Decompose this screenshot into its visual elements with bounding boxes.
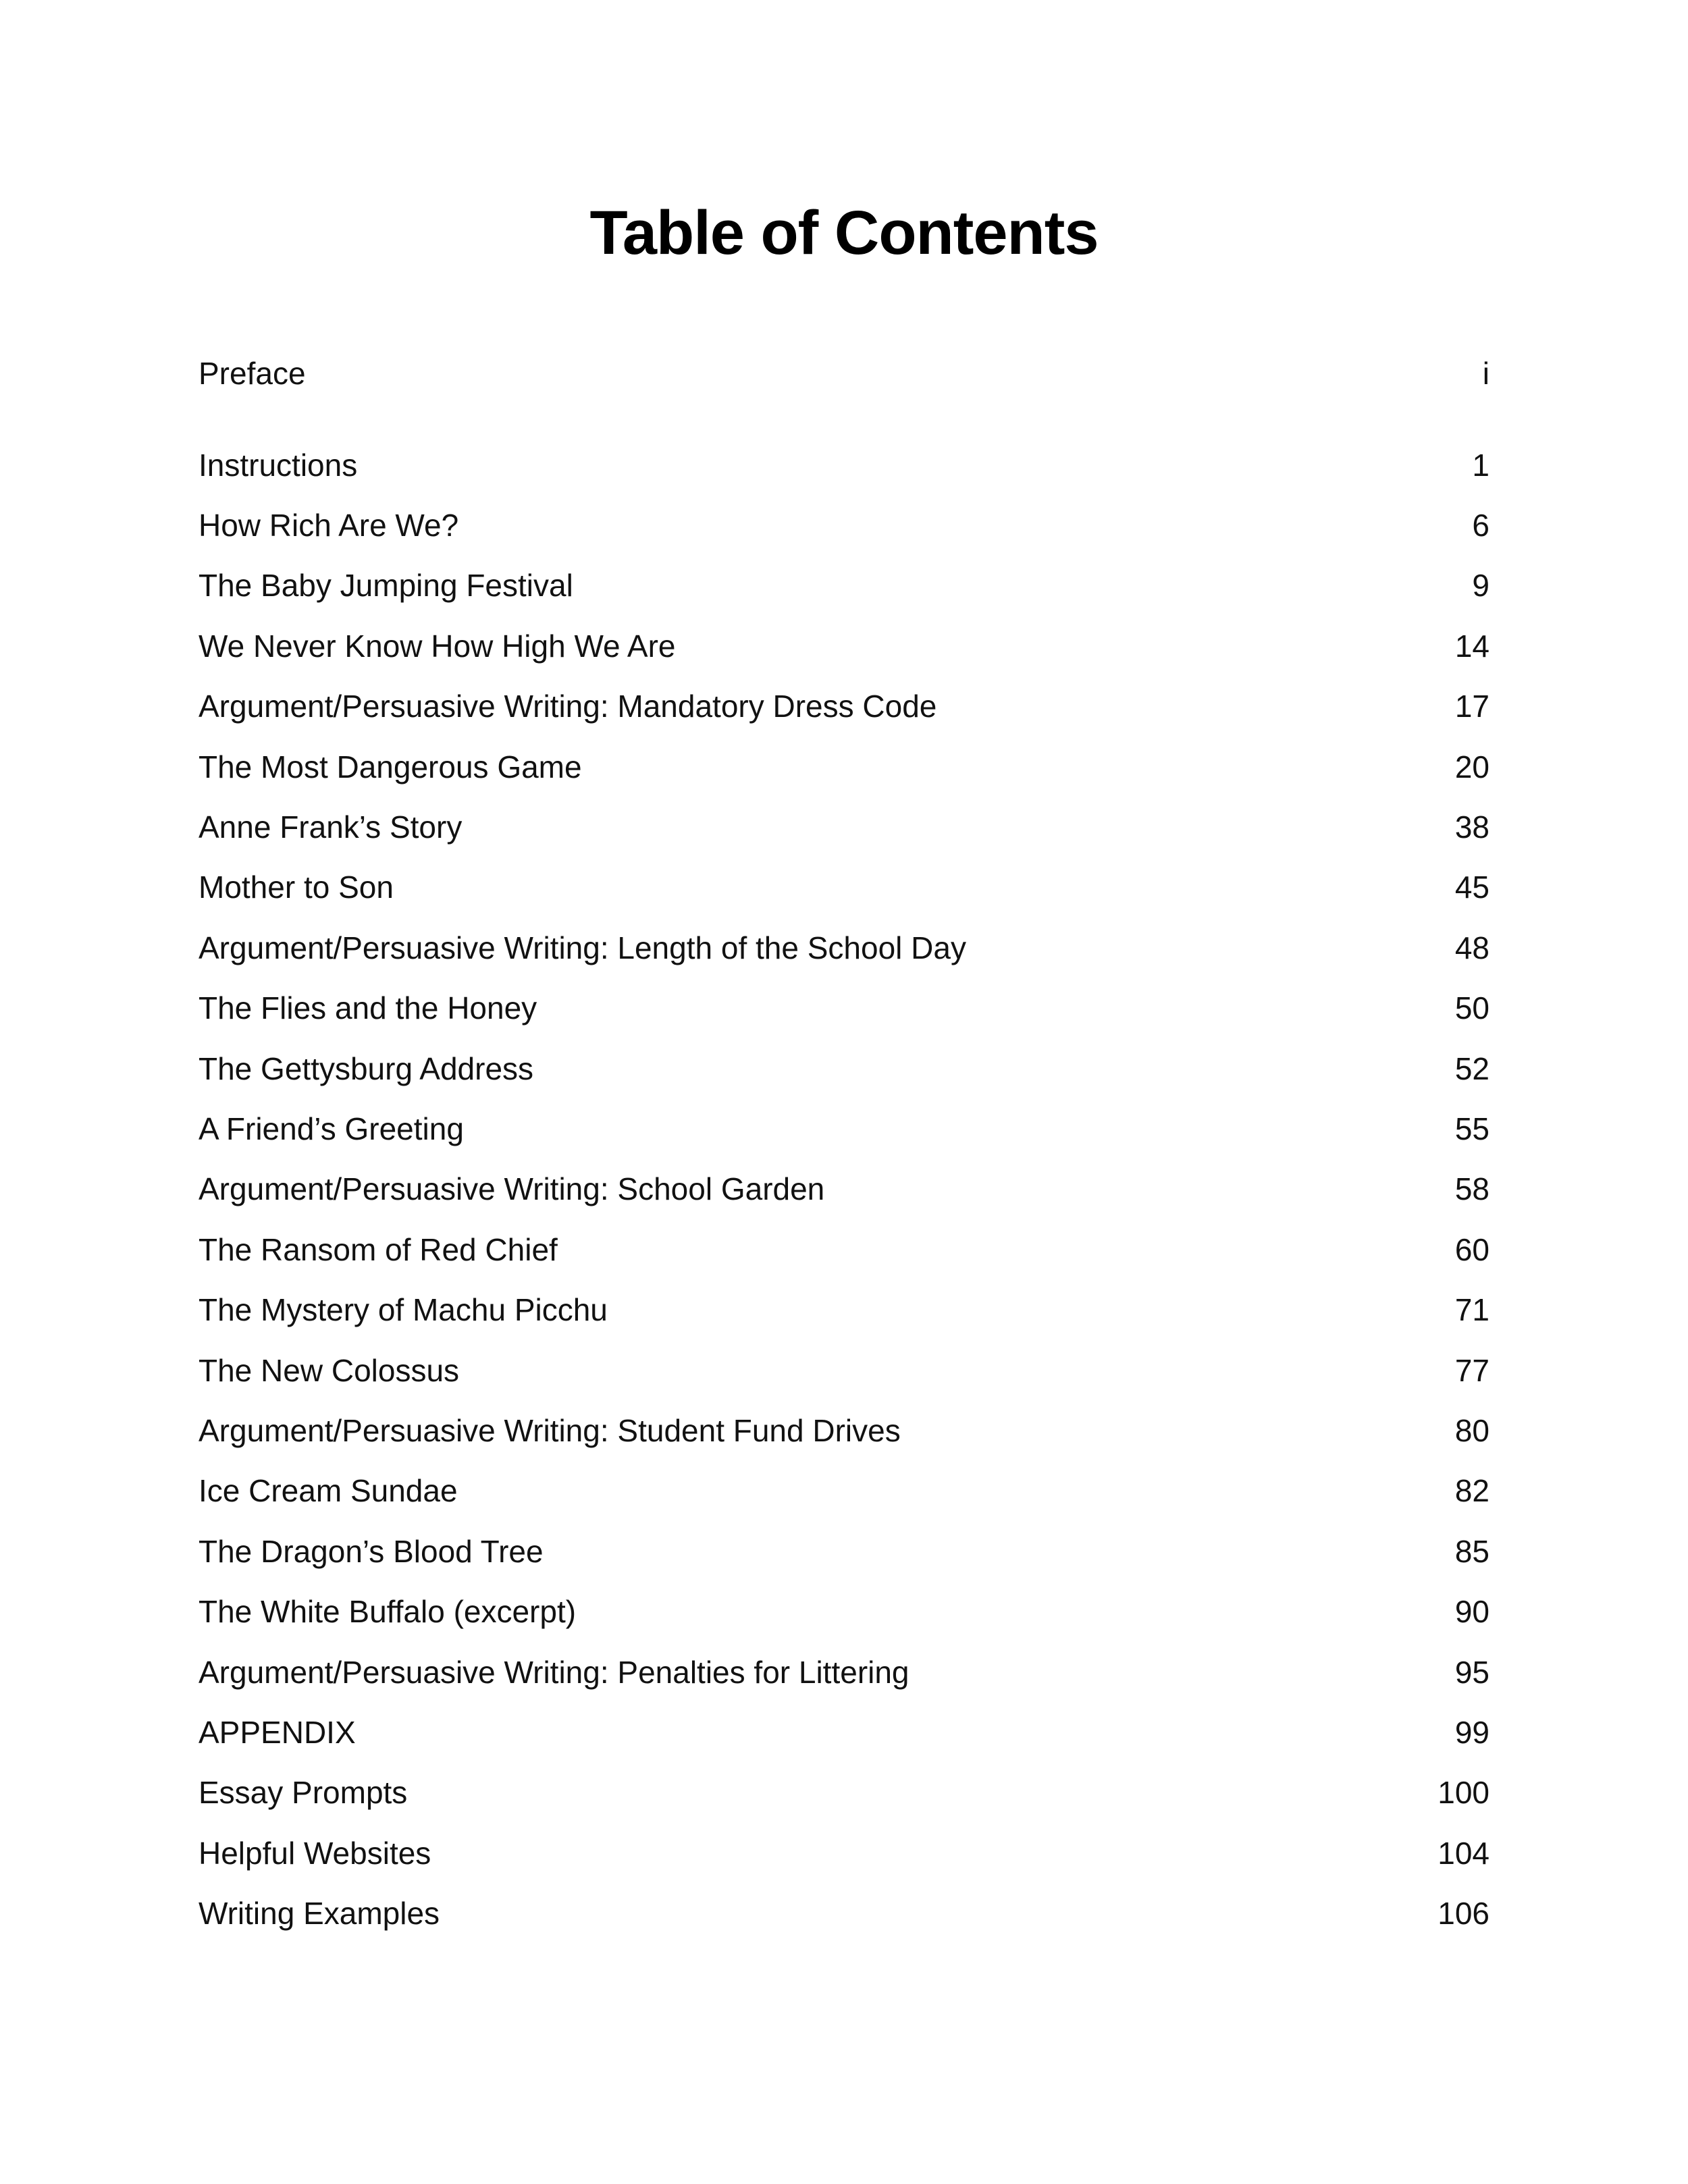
toc-entry-label: The Baby Jumping Festival <box>199 568 573 604</box>
toc-entry <box>199 1340 1489 1400</box>
toc-entry <box>199 1159 1489 1219</box>
toc-entry-page: 71 <box>1454 1292 1489 1328</box>
toc-entry-page: 17 <box>1454 689 1489 724</box>
toc-entry-label: We Never Know How High We Are <box>199 628 676 664</box>
toc-entry-page: i <box>1482 356 1489 391</box>
toc-entry <box>199 1038 1489 1098</box>
toc-entry-label: The Most Dangerous Game <box>199 749 582 784</box>
toc-entry-page: 99 <box>1454 1714 1489 1750</box>
toc-entry-label: The New Colossus <box>199 1352 460 1388</box>
toc-entry-page: 55 <box>1454 1111 1489 1146</box>
toc-entry-label: Writing Examples <box>199 1896 440 1932</box>
toc-entry-page: 50 <box>1454 990 1489 1026</box>
toc-entry-label: Helpful Websites <box>199 1835 431 1871</box>
toc-entry <box>199 1098 1489 1158</box>
toc-entry-label: Ice Cream Sundae <box>199 1473 458 1509</box>
toc-entry-page: 58 <box>1454 1171 1489 1207</box>
toc-entry-page: 82 <box>1454 1473 1489 1509</box>
toc-entry <box>199 1883 1489 1943</box>
toc-entry-page: 80 <box>1454 1412 1489 1448</box>
toc-entry-label: Mother to Son <box>199 870 394 905</box>
toc-entry <box>199 737 1489 797</box>
toc-entry <box>199 435 1489 495</box>
toc-entry <box>199 1763 1489 1823</box>
toc-entry-page: 38 <box>1454 809 1489 845</box>
toc-entry-page: 9 <box>1472 568 1489 604</box>
toc-entry <box>199 1279 1489 1339</box>
toc-entry <box>199 676 1489 737</box>
toc-entry-page: 106 <box>1438 1896 1489 1932</box>
toc-entry-label: The Gettysburg Address <box>199 1050 534 1086</box>
toc-entries <box>199 435 1489 1944</box>
toc-entry-label: Argument/Persuasive Writing: Length of the School Day <box>199 930 966 965</box>
toc-entry <box>199 616 1489 676</box>
toc-entry-page: 85 <box>1454 1533 1489 1569</box>
toc-entry <box>199 1823 1489 1883</box>
toc-entry <box>199 1219 1489 1279</box>
toc-entry <box>199 857 1489 917</box>
toc-entry <box>199 917 1489 978</box>
toc-entry-page: 60 <box>1454 1231 1489 1267</box>
toc-entry <box>199 556 1489 616</box>
toc-entry-page: 90 <box>1454 1594 1489 1630</box>
toc-entry-page: 104 <box>1438 1835 1489 1871</box>
toc-entry-page: 45 <box>1454 870 1489 905</box>
toc-entry-page: 14 <box>1454 628 1489 664</box>
toc-entry-preface <box>199 343 1489 404</box>
toc-entry-label: Argument/Persuasive Writing: Student Fund Drives <box>199 1412 901 1448</box>
toc-entry-label: The Flies and the Honey <box>199 990 537 1026</box>
toc-entry-page: 48 <box>1454 930 1489 965</box>
toc-entry-page: 20 <box>1454 749 1489 784</box>
toc-entry-label: The Dragon’s Blood Tree <box>199 1533 544 1569</box>
toc-entry-page: 6 <box>1472 508 1489 543</box>
page-title: Table of Contents <box>589 198 1099 267</box>
toc-entry <box>199 1702 1489 1762</box>
toc-entry-label: The Mystery of Machu Picchu <box>199 1292 608 1328</box>
toc-entry-label: APPENDIX <box>199 1714 356 1750</box>
toc-entry-label: How Rich Are We? <box>199 508 459 543</box>
toc-entry <box>199 1461 1489 1521</box>
toc-entry-page: 100 <box>1438 1775 1489 1811</box>
toc-entry <box>199 1400 1489 1460</box>
toc-entry-label: Argument/Persuasive Writing: School Garden <box>199 1171 825 1207</box>
toc-entry-label: The Ransom of Red Chief <box>199 1231 558 1267</box>
toc-entry-label: Preface <box>199 356 306 391</box>
toc-entry-label: The White Buffalo (excerpt) <box>199 1594 577 1630</box>
toc-entry-label: Essay Prompts <box>199 1775 408 1811</box>
toc-entry-page: 77 <box>1454 1352 1489 1388</box>
toc-entry-label: A Friend’s Greeting <box>199 1111 464 1146</box>
toc-entry-page: 95 <box>1454 1654 1489 1690</box>
toc-entry <box>199 1581 1489 1641</box>
toc-entry-page: 52 <box>1454 1050 1489 1086</box>
toc-entry <box>199 1521 1489 1581</box>
toc-entry <box>199 495 1489 555</box>
toc-entry-label: Argument/Persuasive Writing: Mandatory Dress Code <box>199 689 937 724</box>
toc-entry-label: Instructions <box>199 447 358 483</box>
toc-entry <box>199 978 1489 1038</box>
toc-entry <box>199 797 1489 857</box>
toc-entry-label: Argument/Persuasive Writing: Penalties for Littering <box>199 1654 909 1690</box>
toc-entry-page: 1 <box>1472 447 1489 483</box>
toc-entry <box>199 1642 1489 1702</box>
toc-entry-label: Anne Frank’s Story <box>199 809 463 845</box>
table-of-contents <box>199 343 1489 1944</box>
